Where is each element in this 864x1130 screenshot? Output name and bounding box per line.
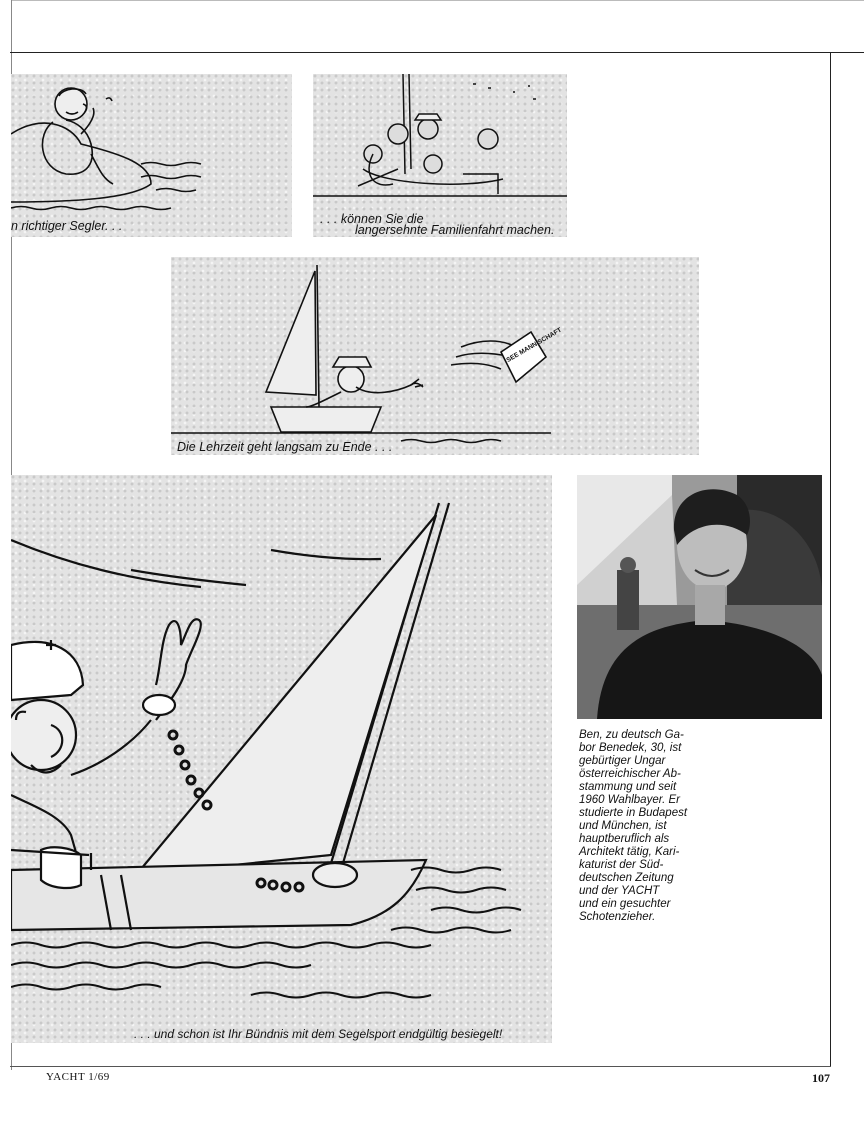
portrait-photo-rendering	[577, 475, 822, 719]
bio-line: bor Benedek, 30, ist	[579, 742, 682, 754]
magazine-issue: YACHT 1/69	[46, 1071, 110, 1083]
bio-line: österreichischer Ab-	[579, 768, 681, 780]
bio-line: 1960 Wahlbayer. Er	[579, 794, 681, 806]
bio-line: und der YACHT	[579, 885, 660, 897]
top-page-edge	[11, 0, 864, 1]
panel-3-caption: Die Lehrzeit geht langsam zu Ende . . .	[177, 440, 393, 454]
cartoon-sailor-chained-to-boat-illustration	[11, 475, 552, 1043]
artist-portrait-photo	[577, 475, 822, 719]
book-label: SEE MANN SCHAFT	[505, 326, 563, 364]
cartoon-sailor-throws-book-illustration	[171, 257, 699, 455]
artist-bio	[579, 729, 704, 924]
cartoon-panel-4	[11, 475, 552, 1043]
bio-line: Architekt tätig, Kari-	[579, 846, 680, 858]
bio-line: Ben, zu deutsch Ga-	[579, 729, 684, 741]
cartoon-panel-2	[313, 74, 567, 237]
panel-2-caption-line-1: . . . können Sie die	[320, 212, 424, 226]
page-number: 107	[812, 1071, 830, 1085]
cartoon-panel-3	[171, 257, 699, 455]
bio-line: hauptberuflich als	[579, 833, 670, 845]
frame-right-rule	[830, 52, 831, 1066]
bio-line: stammung und seit	[579, 781, 677, 793]
bio-line: und München, ist	[579, 820, 667, 832]
panel-4-caption: . . . und schon ist Ihr Bündnis mit dem Segelsport endgültig besiegelt!	[134, 1027, 503, 1041]
bio-line: deutschen Zeitung	[579, 872, 674, 884]
panel-1-caption: n richtiger Segler. . .	[11, 219, 123, 233]
cartoon-rock-sitter-illustration	[11, 74, 292, 237]
bio-line: Schotenzieher.	[579, 911, 656, 923]
bio-line: und ein gesuchter	[579, 898, 671, 910]
bio-line: studierte in Budapest	[579, 807, 688, 819]
frame-top-rule	[10, 52, 864, 53]
bio-line: katurist der Süd-	[579, 859, 664, 871]
cartoon-panel-1	[11, 74, 292, 237]
panel-2-caption-line-2: langersehnte Familienfahrt machen.	[355, 223, 555, 237]
frame-bottom-rule	[10, 1066, 831, 1067]
bio-line: gebürtiger Ungar	[579, 755, 666, 767]
